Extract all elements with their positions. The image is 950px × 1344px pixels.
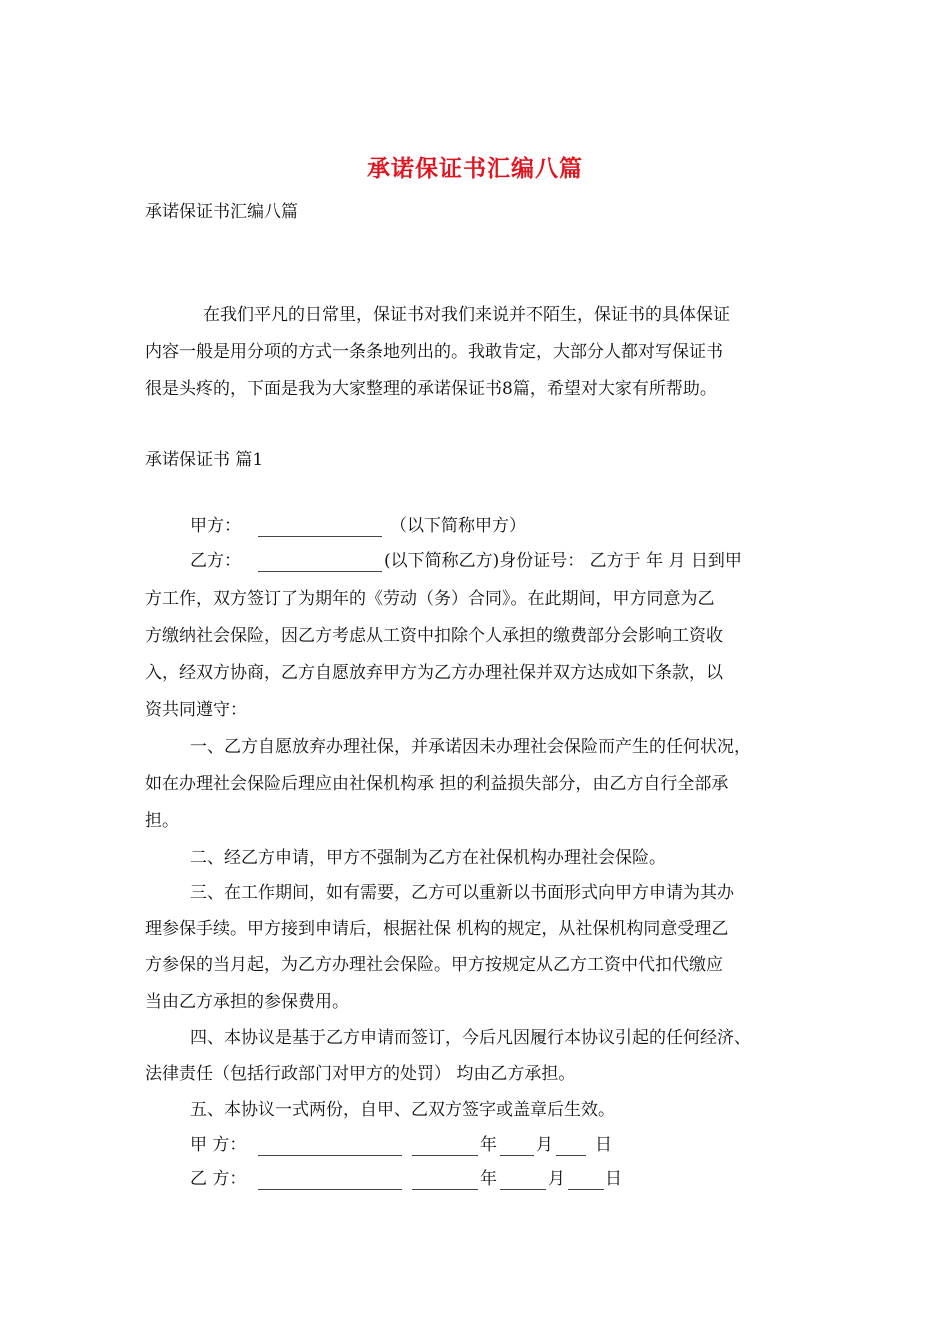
signature-b-year-blank — [412, 1167, 478, 1190]
signature-a-name-blank — [258, 1133, 402, 1156]
clause-3-line: 三、在工作期间，如有需要，乙方可以重新以书面形式向甲方申请为其办 — [190, 883, 734, 903]
party-a-blank — [258, 514, 382, 537]
body-line: 方缴纳社会保险，因乙方考虑从工资中扣除个人承担的缴费部分会影响工资收 — [145, 626, 723, 646]
signature-b-month: 月 — [548, 1169, 565, 1189]
section-title: 承诺保证书 篇1 — [145, 450, 264, 470]
signature-a-label: 甲 方： — [190, 1135, 247, 1155]
document-title: 承诺保证书汇编八篇 — [367, 155, 583, 182]
clause-3-line: 方参保的当月起，为乙方办理社会保险。甲方按规定从乙方工资中代扣代缴应 — [145, 955, 723, 975]
clause-2-line: 二、经乙方申请，甲方不强制为乙方在社保机构办理社会保险。 — [190, 848, 666, 868]
clause-1-line: 担。 — [145, 811, 179, 831]
clause-4-line: 四、本协议是基于乙方申请而签订，今后凡因履行本协议引起的任何经济、 — [190, 1028, 751, 1048]
signature-a-day-blank — [556, 1133, 586, 1156]
intro-line: 很是头疼的，下面是我为大家整理的承诺保证书8篇，希望对大家有所帮助。 — [145, 379, 717, 399]
body-line: 方工作，双方签订了为期年的《劳动（务）合同》。在此期间，甲方同意为乙 — [145, 589, 715, 609]
signature-b-label: 乙 方： — [190, 1169, 247, 1189]
clause-5-line: 五、本协议一式两份，自甲、乙双方签字或盖章后生效。 — [190, 1100, 615, 1120]
clause-1-line: 一、乙方自愿放弃办理社保，并承诺因未办理社会保险而产生的任何状况， — [190, 737, 751, 757]
signature-b-month-blank — [500, 1167, 546, 1190]
body-line: 资共同遵守： — [145, 700, 247, 720]
clause-3-line: 理参保手续。甲方接到申请后，根据社保 机构的规定，从社保机构同意受理乙 — [145, 919, 729, 939]
signature-a-day: 日 — [595, 1135, 612, 1155]
party-b-label: 乙方： — [190, 551, 241, 571]
signature-a-year: 年 — [480, 1135, 497, 1155]
signature-a-month: 月 — [536, 1135, 553, 1155]
party-a-label: 甲方： — [190, 516, 241, 536]
document-subtitle: 承诺保证书汇编八篇 — [145, 202, 298, 222]
signature-b-day-blank — [568, 1167, 604, 1190]
clause-4-line: 法律责任（包括行政部门对甲方的处罚） 均由乙方承担。 — [145, 1064, 576, 1084]
signature-b-name-blank — [258, 1167, 402, 1190]
party-b-suffix: (以下简称乙方)身份证号： 乙方于 年 月 日到甲 — [384, 551, 742, 571]
signature-b-day: 日 — [605, 1169, 622, 1189]
intro-line: 在我们平凡的日常里，保证书对我们来说并不陌生，保证书的具体保证 — [203, 305, 730, 325]
party-b-blank — [258, 549, 382, 572]
signature-b-year: 年 — [480, 1169, 497, 1189]
signature-a-year-blank — [412, 1133, 478, 1156]
clause-3-line: 当由乙方承担的参保费用。 — [145, 992, 349, 1012]
body-line: 入，经双方协商，乙方自愿放弃甲方为乙方办理社保并双方达成如下条款，以 — [145, 663, 723, 683]
signature-a-month-blank — [500, 1133, 534, 1156]
party-a-suffix: （以下简称甲方） — [390, 516, 526, 536]
clause-1-line: 如在办理社会保险后理应由社保机构承 担的利益损失部分，由乙方自行全部承 — [145, 774, 729, 794]
intro-line: 内容一般是用分项的方式一条条地列出的。我敢肯定，大部分人都对写保证书 — [145, 342, 723, 362]
